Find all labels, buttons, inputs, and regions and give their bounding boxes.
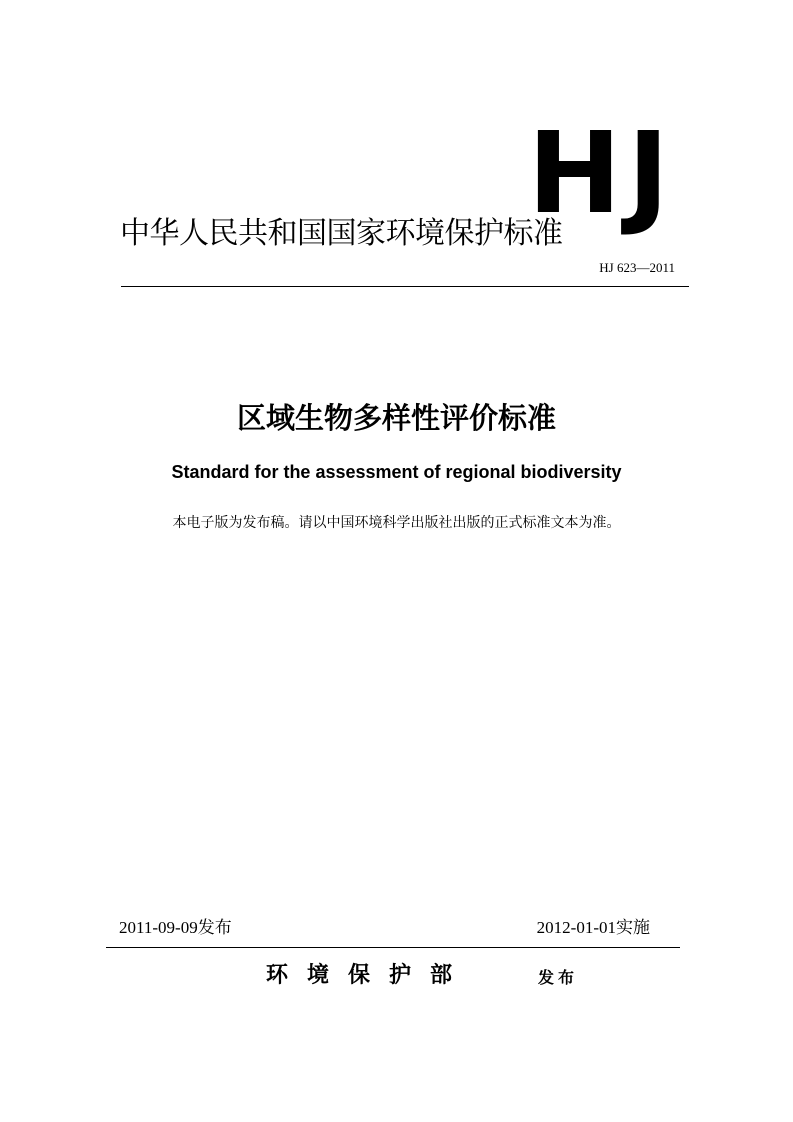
issuing-ministry: 环境保护部 <box>266 963 472 988</box>
standard-number: HJ 623—2011 <box>599 260 675 275</box>
hj-logo: HJ <box>527 109 675 239</box>
footer-divider <box>106 947 680 948</box>
release-note: 本电子版为发布稿。请以中国环境科学出版社出版的正式标准文本为准。 <box>172 515 621 531</box>
issue-date: 2011-09-09发布 <box>119 918 232 937</box>
document-title-chinese: 区域生物多样性评价标准 <box>236 401 556 435</box>
document-title-english: Standard for the assessment of regional biodiversity <box>171 462 622 482</box>
implementation-date: 2012-01-01实施 <box>536 918 650 937</box>
header-divider <box>121 286 689 287</box>
publish-label: 发布 <box>538 968 579 987</box>
agency-title: 中华人民共和国国家环境保护标准 <box>120 216 563 251</box>
